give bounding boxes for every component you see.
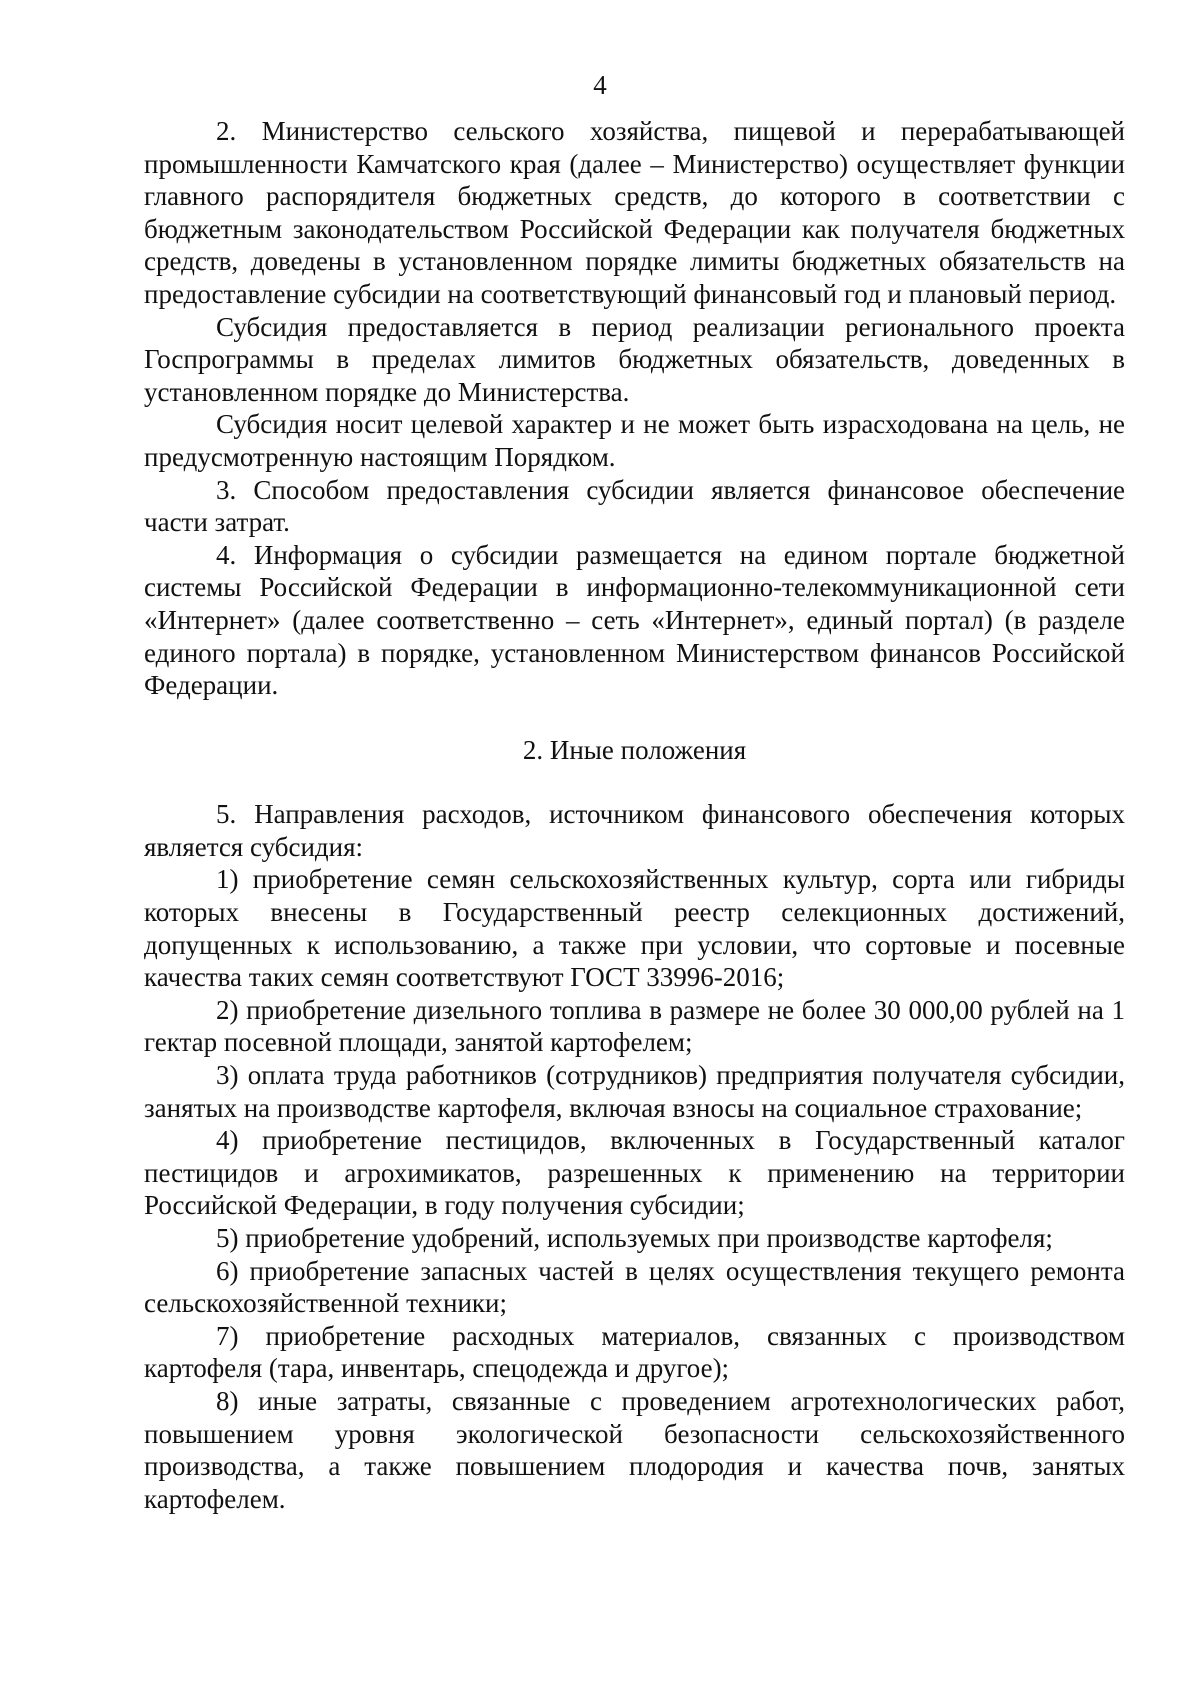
list-item-3: 3) оплата труда работников (сотрудников) предприятия получателя субсидии, занятых на производстве картофеля, включая взносы на социальное страхование;	[144, 1060, 1125, 1123]
page-number: 4	[593, 70, 607, 100]
paragraph-subsidy-purpose: Субсидия носит целевой характер и не может быть израсходована на цель, не предусмотренную настоящим Порядком.	[144, 409, 1125, 472]
paragraph-5: 5. Направления расходов, источником финансового обеспечения которых является субсидия:	[144, 799, 1125, 862]
list-item-6: 6) приобретение запасных частей в целях осуществления текущего ремонта сельскохозяйственной техники;	[144, 1255, 1125, 1319]
paragraph-2: 2. Министерство сельского хозяйства, пищевой и перерабатывающей промышленности Камчатского края (далее – Министерство) осуществляет функции главного распорядителя бюджетных средств, до которого в соответствии с бюджетным законодательством Российской Федерации как получателя бюджетных средств, доведены в установленном порядке лимиты бюджетных обязательств на предоставление субсидии на соответствующий финансовый год и плановый период.	[144, 116, 1125, 309]
section-heading: 2. Иные положения	[522, 734, 747, 765]
paragraph-3: 3. Способом предоставления субсидии является финансовое обеспечение части затрат.	[144, 474, 1125, 538]
paragraph-subsidy-period: Субсидия предоставляется в период реализации регионального проекта Госпрограммы в пределах лимитов бюджетных обязательств, доведенных в установленном порядке до Министерства.	[144, 311, 1125, 407]
list-item-5: 5) приобретение удобрений, используемых при производстве картофеля;	[216, 1223, 1053, 1253]
list-item-8: 8) иные затраты, связанные с проведением агротехнологических работ, повышением уровня экологической безопасности сельскохозяйственного производства, а также повышением плодородия и качества почв, занятых картофелем.	[144, 1385, 1125, 1514]
paragraph-4: 4. Информация о субсидии размещается на едином портале бюджетной системы Российской Федерации в информационно-телекоммуникационной сети «Интернет» (далее соответственно – сеть «Интернет», единый портал) (в разделе единого портала) в порядке, установленном Министерством финансов Российской Федерации.	[144, 539, 1125, 701]
list-item-2: 2) приобретение дизельного топлива в размере не более 30 000,00 рублей на 1 гектар посевной площади, занятой картофелем;	[144, 994, 1125, 1058]
list-item-1: 1) приобретение семян сельскохозяйственных культур, сорта или гибриды которых внесены в Государственный реестр селекционных достижений, допущенных к использованию, а также при условии, что сортовые и посевные качества таких семян соответствуют ГОСТ 33996-2016;	[144, 864, 1125, 993]
document-body	[144, 115, 1125, 1515]
list-item-4: 4) приобретение пестицидов, включенных в Государственный каталог пестицидов и агрохимикатов, разрешенных к применению на территории Российской Федерации, в году получения субсидии;	[144, 1125, 1125, 1221]
list-item-7: 7) приобретение расходных материалов, связанных с производством картофеля (тара, инвентарь, спецодежда и другое);	[144, 1320, 1125, 1384]
